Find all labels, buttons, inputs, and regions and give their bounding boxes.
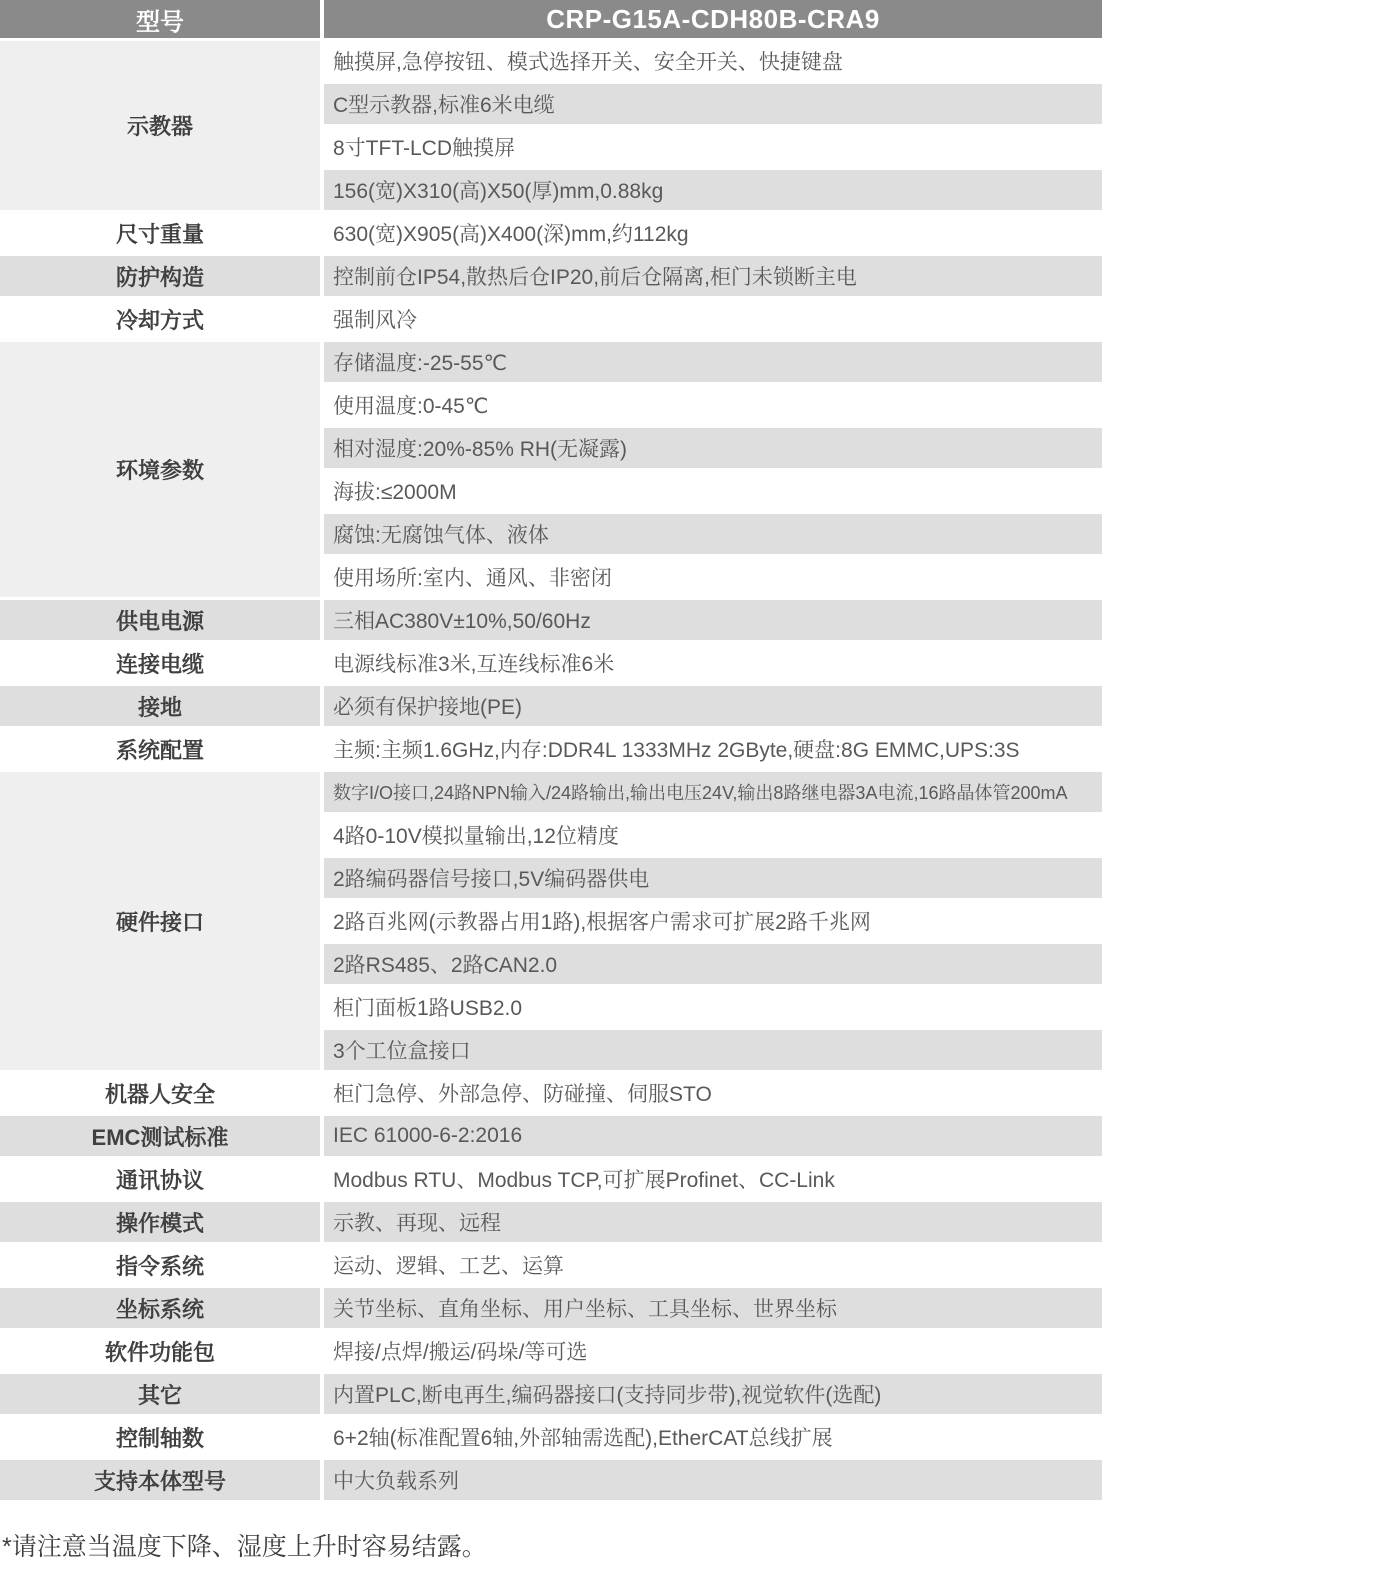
- spec-value: 630(宽)X905(高)X400(深)mm,约112kg: [324, 213, 1102, 253]
- spec-label-supported-bodies: 支持本体型号: [0, 1460, 320, 1500]
- spec-value: 156(宽)X310(高)X50(厚)mm,0.88kg: [324, 170, 1102, 210]
- spec-label-protection: 防护构造: [0, 256, 320, 296]
- spec-value: 触摸屏,急停按钮、模式选择开关、安全开关、快捷键盘: [324, 41, 1102, 81]
- spec-label-power-supply: 供电电源: [0, 600, 320, 640]
- spec-value: 主频:主频1.6GHz,内存:DDR4L 1333MHz 2GByte,硬盘:8G EMMC,UPS:3S: [324, 729, 1102, 769]
- spec-value: 使用温度:0-45℃: [324, 385, 1102, 425]
- spec-label-coordinate-systems: 坐标系统: [0, 1288, 320, 1328]
- spec-label-instruction-system: 指令系统: [0, 1245, 320, 1285]
- spec-label-dimensions-weight: 尺寸重量: [0, 213, 320, 253]
- spec-label-software-packages: 软件功能包: [0, 1331, 320, 1371]
- spec-value: 内置PLC,断电再生,编码器接口(支持同步带),视觉软件(选配): [324, 1374, 1102, 1414]
- spec-label-control-axes: 控制轴数: [0, 1417, 320, 1457]
- spec-value: 2路编码器信号接口,5V编码器供电: [324, 858, 1102, 898]
- table-header-model-value: CRP-G15A-CDH80B-CRA9: [324, 0, 1102, 38]
- condensation-footnote: *请注意当温度下降、湿度上升时容易结露。: [2, 1533, 487, 1561]
- spec-value: 三相AC380V±10%,50/60Hz: [324, 600, 1102, 640]
- spec-value: 存储温度:-25-55℃: [324, 342, 1102, 382]
- spec-label-communication: 通讯协议: [0, 1159, 320, 1199]
- spec-value: 数字I/O接口,24路NPN输入/24路输出,输出电压24V,输出8路继电器3A电流,16路晶体管200mA: [324, 772, 1102, 812]
- spec-value: 3个工位盒接口: [324, 1030, 1102, 1070]
- spec-value: 关节坐标、直角坐标、用户坐标、工具坐标、世界坐标: [324, 1288, 1102, 1328]
- spec-value: 6+2轴(标准配置6轴,外部轴需选配),EtherCAT总线扩展: [324, 1417, 1102, 1457]
- spec-value: 强制风冷: [324, 299, 1102, 339]
- spec-label-cables: 连接电缆: [0, 643, 320, 683]
- spec-label-others: 其它: [0, 1374, 320, 1414]
- spec-value: 4路0-10V模拟量输出,12位精度: [324, 815, 1102, 855]
- spec-value: 2路百兆网(示教器占用1路),根据客户需求可扩展2路千兆网: [324, 901, 1102, 941]
- spec-value: Modbus RTU、Modbus TCP,可扩展Profinet、CC-Link: [324, 1159, 1102, 1199]
- spec-value: IEC 61000-6-2:2016: [324, 1116, 1102, 1156]
- spec-value: 柜门面板1路USB2.0: [324, 987, 1102, 1027]
- spec-label-cooling: 冷却方式: [0, 299, 320, 339]
- spec-value: 相对湿度:20%-85% RH(无凝露): [324, 428, 1102, 468]
- spec-label-grounding: 接地: [0, 686, 320, 726]
- spec-value: 腐蚀:无腐蚀气体、液体: [324, 514, 1102, 554]
- spec-value: 海拔:≤2000M: [324, 471, 1102, 511]
- spec-value: 运动、逻辑、工艺、运算: [324, 1245, 1102, 1285]
- spec-value: 中大负载系列: [324, 1460, 1102, 1500]
- spec-value: 柜门急停、外部急停、防碰撞、伺服STO: [324, 1073, 1102, 1113]
- spec-value: 电源线标准3米,互连线标准6米: [324, 643, 1102, 683]
- spec-value: 使用场所:室内、通风、非密闭: [324, 557, 1102, 597]
- spec-value: 必须有保护接地(PE): [324, 686, 1102, 726]
- spec-label-environment: 环境参数: [0, 342, 320, 597]
- spec-label-system-config: 系统配置: [0, 729, 320, 769]
- spec-label-robot-safety: 机器人安全: [0, 1073, 320, 1113]
- spec-value: 焊接/点焊/搬运/码垛/等可选: [324, 1331, 1102, 1371]
- table-header-model-label: 型号: [0, 0, 320, 38]
- spec-value: C型示教器,标准6米电缆: [324, 84, 1102, 124]
- spec-value: 2路RS485、2路CAN2.0: [324, 944, 1102, 984]
- spec-value: 示教、再现、远程: [324, 1202, 1102, 1242]
- spec-label-emc-standard: EMC测试标准: [0, 1116, 320, 1156]
- spec-value: 8寸TFT-LCD触摸屏: [324, 127, 1102, 167]
- spec-label-operation-modes: 操作模式: [0, 1202, 320, 1242]
- spec-value: 控制前仓IP54,散热后仓IP20,前后仓隔离,柜门未锁断主电: [324, 256, 1102, 296]
- spec-label-hardware-interfaces: 硬件接口: [0, 772, 320, 1070]
- spec-label-teach-pendant: 示教器: [0, 41, 320, 210]
